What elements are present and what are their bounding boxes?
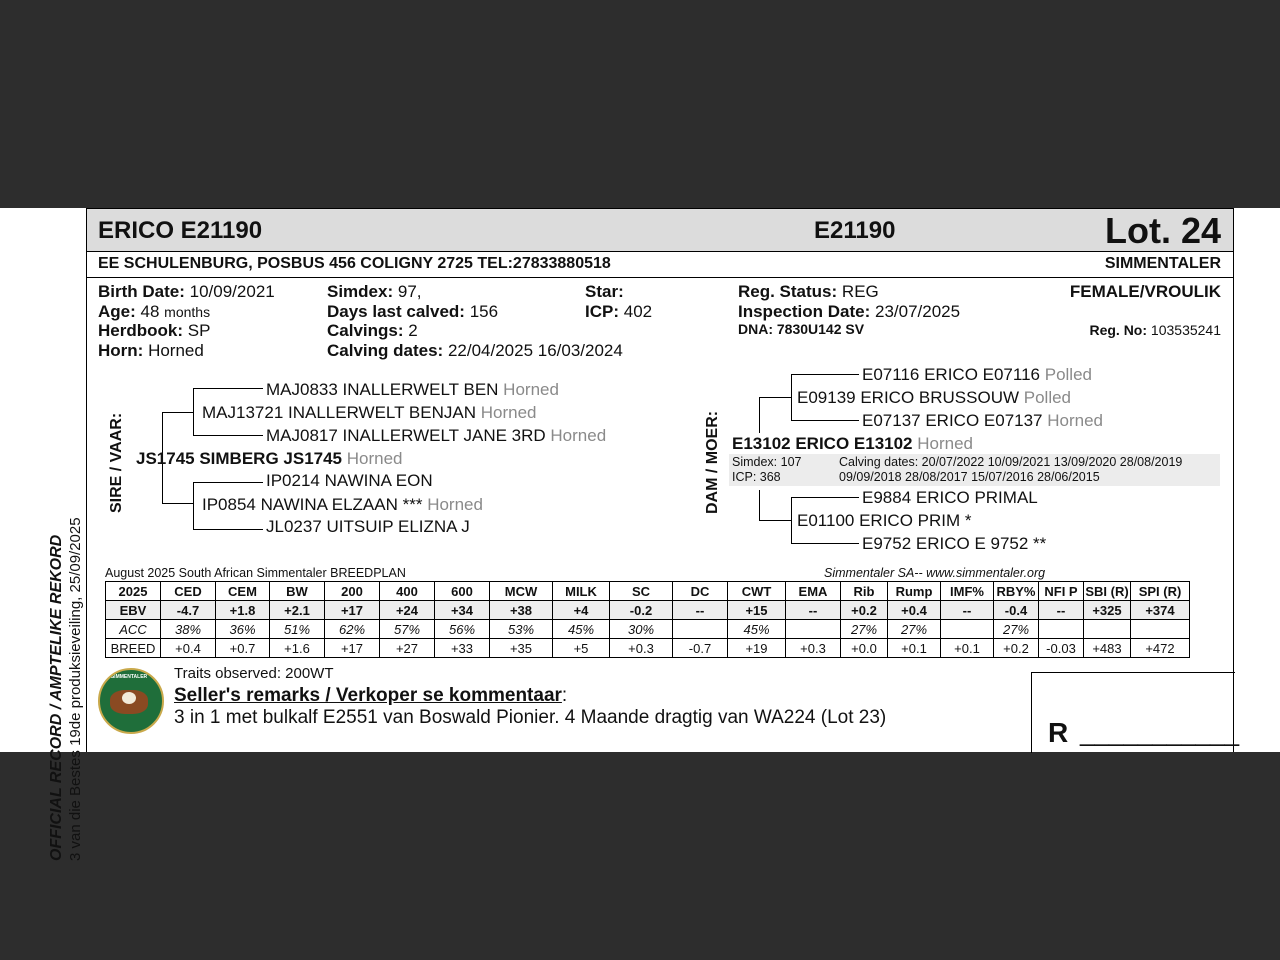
ebv-cell: +4 bbox=[553, 601, 610, 620]
ebv-row-breed bbox=[106, 639, 1190, 658]
breedplan-website: Simmentaler SA-- www.simmentaler.org bbox=[824, 566, 1046, 580]
ebv-cell: 2025 bbox=[106, 582, 161, 601]
ebv-cell bbox=[1039, 620, 1084, 639]
ebv-row-acc bbox=[106, 620, 1190, 639]
dam-icp: ICP: 368 bbox=[732, 470, 781, 484]
ebv-cell: 27% bbox=[888, 620, 941, 639]
sire-dam: IP0854 NAWINA ELZAAN *** Horned bbox=[202, 495, 483, 514]
traits-observed: Traits observed: 200WT bbox=[174, 665, 334, 682]
sire-sire-dam: MAJ0817 INALLERWELT JANE 3RD Horned bbox=[266, 426, 607, 445]
ebv-cell: 53% bbox=[490, 620, 553, 639]
ebv-cell: +1.6 bbox=[270, 639, 325, 658]
calving-dates: Calving dates: 22/04/2025 16/03/2024 bbox=[327, 341, 623, 360]
ebv-cell: -- bbox=[673, 601, 728, 620]
ebv-cell: SPI (R) bbox=[1131, 582, 1190, 601]
ebv-cell: 45% bbox=[553, 620, 610, 639]
dam-sire: E09139 ERICO BRUSSOUW Polled bbox=[797, 388, 1072, 407]
reg-status: Reg. Status: REG bbox=[738, 282, 879, 301]
ebv-cell: +17 bbox=[325, 601, 380, 620]
ebv-cell: CED bbox=[161, 582, 216, 601]
ebv-cell: +0.7 bbox=[216, 639, 270, 658]
ebv-cell: -0.4 bbox=[994, 601, 1039, 620]
dam-sire-dam: E07137 ERICO E07137 Horned bbox=[862, 411, 1104, 430]
ebv-cell: +15 bbox=[728, 601, 786, 620]
ebv-cell: EMA bbox=[786, 582, 841, 601]
breed-name: SIMMENTALER bbox=[1104, 255, 1221, 272]
ebv-cell bbox=[941, 620, 994, 639]
birth-date: Birth Date: 10/09/2021 bbox=[98, 282, 275, 301]
ebv-cell: +0.1 bbox=[941, 639, 994, 658]
ebv-cell: Rump bbox=[888, 582, 941, 601]
ebv-cell: NFI P bbox=[1039, 582, 1084, 601]
dna: DNA: 7830U142 SV bbox=[738, 321, 865, 337]
ebv-cell: 27% bbox=[841, 620, 888, 639]
ebv-cell: ACC bbox=[106, 620, 161, 639]
ebv-cell: +19 bbox=[728, 639, 786, 658]
herdbook: Herdbook: SP bbox=[98, 321, 211, 340]
ebv-cell: CWT bbox=[728, 582, 786, 601]
ebv-cell: +34 bbox=[435, 601, 490, 620]
ebv-cell: +2.1 bbox=[270, 601, 325, 620]
price-field[interactable]: ___________ bbox=[1080, 717, 1240, 747]
inspection-date: Inspection Date: 23/07/2025 bbox=[738, 302, 961, 321]
lot-number: Lot. 24 bbox=[1104, 210, 1221, 251]
ebv-cell bbox=[1084, 620, 1131, 639]
ebv-cell bbox=[786, 620, 841, 639]
ebv-cell: -0.2 bbox=[610, 601, 673, 620]
ebv-cell: +0.0 bbox=[841, 639, 888, 658]
dam-label: DAM / MOER: bbox=[704, 410, 721, 514]
ebv-row-ebv bbox=[106, 601, 1190, 620]
ebv-cell: BREED bbox=[106, 639, 161, 658]
calvings: Calvings: 2 bbox=[327, 321, 418, 340]
ebv-cell: +0.4 bbox=[888, 601, 941, 620]
sire-dam-dam: JL0237 UITSUIP ELIZNA J bbox=[266, 517, 470, 536]
sire-sire-sire: MAJ0833 INALLERWELT BEN Horned bbox=[266, 380, 559, 399]
dam-stats-box bbox=[729, 454, 1220, 486]
ebv-cell: SC bbox=[610, 582, 673, 601]
ebv-cell: +1.8 bbox=[216, 601, 270, 620]
price-box bbox=[1031, 672, 1240, 753]
breedplan-caption: August 2025 South African Simmentaler BREEDPLAN bbox=[105, 566, 406, 580]
sire-label: SIRE / VAAR: bbox=[108, 412, 125, 513]
ebv-cell: +483 bbox=[1084, 639, 1131, 658]
sire-dam-sire: IP0214 NAWINA EON bbox=[266, 471, 433, 490]
ebv-cell: 45% bbox=[728, 620, 786, 639]
ebv-cell: 36% bbox=[216, 620, 270, 639]
animal-id: E21190 bbox=[814, 217, 896, 244]
ebv-cell: 62% bbox=[325, 620, 380, 639]
ebv-cell: -- bbox=[941, 601, 994, 620]
official-record-side-text bbox=[47, 501, 85, 861]
ebv-cell: DC bbox=[673, 582, 728, 601]
dam-dam: E01100 ERICO PRIM * bbox=[797, 511, 972, 530]
remarks-title-row: Seller's remarks / Verkoper se kommentaar: bbox=[174, 685, 568, 706]
ebv-cell: IMF% bbox=[941, 582, 994, 601]
breeder-bar bbox=[87, 251, 1233, 278]
ebv-cell: +0.3 bbox=[610, 639, 673, 658]
title-bar bbox=[87, 209, 1233, 252]
horn-status: Horn: Horned bbox=[98, 341, 204, 360]
ebv-cell: +27 bbox=[380, 639, 435, 658]
ebv-cell: -0.7 bbox=[673, 639, 728, 658]
ebv-cell: -4.7 bbox=[161, 601, 216, 620]
reg-no: Reg. No: 103535241 bbox=[1089, 322, 1221, 338]
sex: FEMALE/VROULIK bbox=[1069, 282, 1221, 301]
ebv-cell: +0.2 bbox=[994, 639, 1039, 658]
sire: JS1745 SIMBERG JS1745 Horned bbox=[136, 449, 403, 468]
ebv-cell: RBY% bbox=[994, 582, 1039, 601]
ebv-cell: 400 bbox=[380, 582, 435, 601]
ebv-cell: +325 bbox=[1084, 601, 1131, 620]
ebv-cell: 56% bbox=[435, 620, 490, 639]
ebv-cell: Rib bbox=[841, 582, 888, 601]
ebv-cell: +374 bbox=[1131, 601, 1190, 620]
breeder-address: EE SCHULENBURG, POSBUS 456 COLIGNY 2725 TEL:27833880518 bbox=[98, 255, 611, 272]
ebv-cell: +24 bbox=[380, 601, 435, 620]
star-label: Star: bbox=[585, 282, 624, 301]
lot-card bbox=[0, 208, 1280, 861]
ebv-cell: -0.03 bbox=[1039, 639, 1084, 658]
dam-dam-dam: E9752 ERICO E 9752 ** bbox=[862, 534, 1047, 553]
ebv-cell: +472 bbox=[1131, 639, 1190, 658]
ebv-cell: -- bbox=[1039, 601, 1084, 620]
ebv-cell: 27% bbox=[994, 620, 1039, 639]
price-currency: R bbox=[1048, 717, 1069, 748]
ebv-cell: CEM bbox=[216, 582, 270, 601]
dam-simdex: Simdex: 107 bbox=[732, 455, 802, 469]
simdex: Simdex: 97, bbox=[327, 282, 422, 301]
ebv-cell: -- bbox=[786, 601, 841, 620]
ebv-cell: EBV bbox=[106, 601, 161, 620]
ebv-cell bbox=[1131, 620, 1190, 639]
remarks-text: 3 in 1 met bulkalf E2551 van Boswald Pionier. 4 Maande dragtig van WA224 (Lot 23) bbox=[174, 707, 887, 728]
age: Age: 48 months bbox=[98, 302, 211, 321]
ebv-cell: MILK bbox=[553, 582, 610, 601]
ebv-cell: +35 bbox=[490, 639, 553, 658]
ebv-cell: 57% bbox=[380, 620, 435, 639]
dam-calving-dates-2: 09/09/2018 28/08/2017 15/07/2016 28/06/2015 bbox=[839, 470, 1100, 484]
ebv-cell: +0.4 bbox=[161, 639, 216, 658]
remarks-title: Seller's remarks / Verkoper se kommentaar bbox=[174, 685, 562, 706]
icp: ICP: 402 bbox=[585, 302, 653, 321]
ebv-cell: +5 bbox=[553, 639, 610, 658]
ebv-cell: SBI (R) bbox=[1085, 583, 1129, 599]
ebv-cell: +0.1 bbox=[888, 639, 941, 658]
ebv-cell: +17 bbox=[325, 639, 380, 658]
simmentaler-logo bbox=[98, 668, 164, 734]
ebv-cell: BW bbox=[270, 582, 325, 601]
dam-calving-dates-1: Calving dates: 20/07/2022 10/09/2021 13/09/2020 28/08/2019 bbox=[839, 455, 1183, 469]
official-record-label: OFFICIAL RECORD / AMPTELIKE REKORD bbox=[48, 534, 65, 861]
ebv-table bbox=[105, 581, 1190, 658]
ebv-cell: +38 bbox=[490, 601, 553, 620]
ebv-cell: +0.2 bbox=[841, 601, 888, 620]
ebv-cell: 30% bbox=[610, 620, 673, 639]
animal-name: ERICO E21190 bbox=[98, 217, 263, 244]
ebv-cell: MCW bbox=[490, 582, 553, 601]
dam-sire-sire: E07116 ERICO E07116 Polled bbox=[862, 365, 1092, 384]
sale-name: 3 van die Bestes 19de produksieveiling, 25/09/2025 bbox=[67, 517, 84, 861]
dam: E13102 ERICO E13102 Horned bbox=[732, 434, 974, 453]
days-last-calved: Days last calved: 156 bbox=[327, 302, 499, 321]
sire-sire: MAJ13721 INALLERWELT BENJAN Horned bbox=[202, 403, 537, 422]
ebv-cell: 600 bbox=[435, 582, 490, 601]
logo-text: SIMMENTALER bbox=[110, 674, 148, 680]
ebv-header-row bbox=[106, 582, 1190, 601]
dam-dam-sire: E9884 ERICO PRIMAL bbox=[862, 488, 1038, 507]
ebv-cell: 200 bbox=[325, 582, 380, 601]
ebv-cell: 51% bbox=[270, 620, 325, 639]
ebv-cell: +33 bbox=[435, 639, 490, 658]
ebv-cell: +0.3 bbox=[786, 639, 841, 658]
ebv-cell: 38% bbox=[161, 620, 216, 639]
ebv-cell bbox=[673, 620, 728, 639]
